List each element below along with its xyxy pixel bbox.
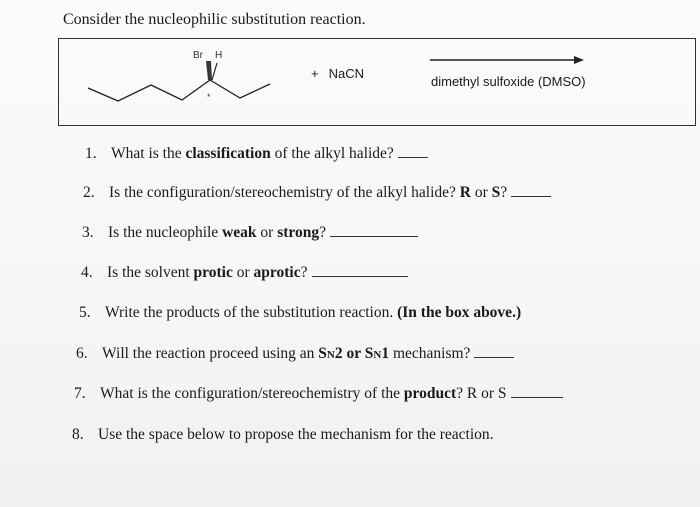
question-7: 7. What is the configuration/stereochemistry of the product? R or S <box>74 385 563 403</box>
answer-blank-7[interactable] <box>511 396 563 398</box>
plus-sign: + <box>311 66 319 81</box>
question-1: 1. What is the classification of the alkyl halide? <box>85 145 428 163</box>
answer-blank-6[interactable] <box>474 356 514 358</box>
bromine-label: Br <box>193 50 203 61</box>
hydrogen-label: H <box>215 50 223 61</box>
question-2: 2. Is the configuration/stereochemistry of the alkyl halide? R or S? <box>83 184 551 202</box>
question-6: 6. Will the reaction proceed using an SN2 or SN1 mechanism? <box>76 345 514 363</box>
reagent <box>311 66 364 81</box>
answer-blank-4[interactable] <box>312 275 408 277</box>
question-4: 4. Is the solvent protic or aprotic? <box>81 264 408 282</box>
reaction-arrow-icon <box>428 52 588 68</box>
question-3: 3. Is the nucleophile weak or strong? <box>82 224 418 242</box>
mechanism-answer-area[interactable] <box>72 455 672 503</box>
hashed-wedge-bond <box>206 61 212 80</box>
alkyl-halide-structure <box>0 0 700 130</box>
question-5: 5. Write the products of the substitution reaction. (In the box above.) <box>79 304 522 321</box>
page-title: Consider the nucleophilic substitution reaction. <box>63 11 366 28</box>
answer-blank-1[interactable] <box>398 156 428 158</box>
solvent-label: dimethyl sulfoxide (DMSO) <box>431 74 586 89</box>
question-8: 8. Use the space below to propose the mechanism for the reaction. <box>72 426 494 443</box>
answer-blank-3[interactable] <box>330 235 418 237</box>
nucleophile-label: NaCN <box>328 66 364 81</box>
answer-blank-2[interactable] <box>511 195 551 197</box>
stereocenter-asterisk: * <box>207 92 211 102</box>
